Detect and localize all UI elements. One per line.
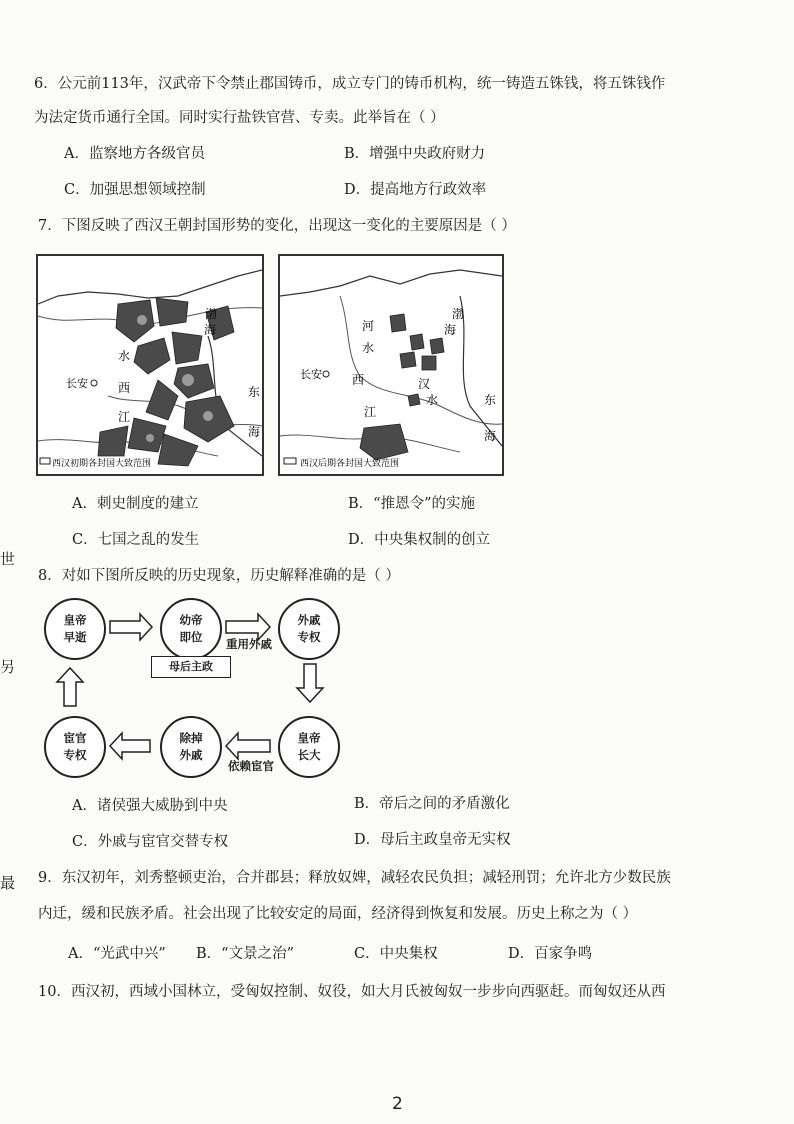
q6-option-b[interactable]: B．增强中央政府财力	[344, 146, 486, 162]
q7-option-d[interactable]: D．中央集权制的创立	[348, 532, 491, 548]
margin-mark: 最	[0, 874, 16, 892]
q6-option-c[interactable]: C．加强思想领域控制	[64, 182, 206, 198]
map-late-label: 长安	[300, 368, 322, 381]
arrow-left	[226, 733, 270, 759]
q9-stem-line2: 内迁，缓和民族矛盾。社会出现了比较安定的局面，经济得到恢复和发展。历史上称之为（ ）	[38, 906, 638, 922]
map-late-legend: 西汉后期各封国大致范围	[300, 459, 400, 469]
map-early-label: 江	[118, 410, 131, 424]
node-emperor-early-death: 皇帝早逝	[44, 598, 106, 660]
margin-mark: 另	[0, 658, 16, 676]
map-late-label: 河	[362, 319, 375, 333]
q6-stem-line1: 6．公元前113年，汉武帝下令禁止郡国铸币，成立专门的铸币机构，统一铸造五铢钱，将五铢钱作	[34, 76, 666, 92]
map-early-label: 长安	[66, 377, 88, 390]
node-remove-consort-clan: 除掉外戚	[160, 716, 222, 778]
q9-option-d[interactable]: D．百家争鸣	[508, 946, 593, 962]
map-late-label: 东	[484, 393, 497, 407]
q9-option-b[interactable]: B．“文景之治”	[196, 946, 294, 962]
arrow-down	[297, 664, 323, 702]
q9-stem-line1: 9．东汉初年，刘秀整顿吏治，合并郡县；释放奴婢，减轻农民负担；减轻刑罚；允许北方少数民族	[38, 870, 671, 886]
node-emperor-grown: 皇帝长大	[278, 716, 340, 778]
q7-option-b[interactable]: B．“推恩令”的实施	[348, 496, 475, 512]
node-consort-clan-power: 外戚专权	[278, 598, 340, 660]
map-early-label: 海	[248, 425, 261, 439]
edge-label: 重用外戚	[226, 637, 272, 651]
arrow-up	[57, 668, 83, 706]
q6-option-d[interactable]: D．提高地方行政效率	[344, 182, 487, 198]
q10-stem-line1: 10．西汉初，西域小国林立，受匈奴控制、奴役，如大月氏被匈奴一步步向西驱赶。而匈奴还从西	[38, 984, 666, 1000]
q9-option-a[interactable]: A．“光武中兴”	[68, 946, 166, 962]
map-early-label: 西	[118, 381, 131, 395]
map-late-label: 江	[364, 405, 377, 419]
map-early-label: 海	[204, 323, 217, 337]
map-late-label: 西	[352, 373, 365, 387]
map-late-label: 水	[362, 341, 375, 355]
q8-option-d[interactable]: D．母后主政皇帝无实权	[354, 832, 511, 848]
map-early-label: 水	[118, 349, 131, 363]
q7-option-a[interactable]: A．刺史制度的建立	[72, 496, 199, 512]
arrow-right	[110, 614, 152, 640]
page-number: 2	[392, 1094, 403, 1114]
q6-stem-line2: 为法定货币通行全国。同时实行盐铁官营、专卖。此举旨在（ ）	[34, 110, 445, 126]
map-late-label: 水	[426, 393, 439, 407]
q9-option-c[interactable]: C．中央集权	[354, 946, 438, 962]
arrow-left	[110, 733, 150, 759]
q7-option-c[interactable]: C．七国之乱的发生	[72, 532, 200, 548]
map-late-label: 海	[484, 429, 497, 443]
q8-option-a[interactable]: A．诸侯强大威胁到中央	[72, 798, 228, 814]
q6-option-a[interactable]: A．监察地方各级官员	[64, 146, 205, 162]
q8-stem: 8．对如下图所反映的历史现象，历史解释准确的是（ ）	[38, 568, 400, 584]
map-late-label: 海	[444, 323, 457, 337]
map-early-label: 东	[248, 385, 261, 399]
q7-stem: 7．下图反映了西汉王朝封国形势的变化，出现这一变化的主要原因是（ ）	[38, 218, 516, 234]
map-early-label: 渤	[205, 307, 218, 321]
margin-mark: 世	[0, 550, 16, 568]
empress-regency-box: 母后主政	[151, 656, 231, 678]
node-eunuch-power: 宦官专权	[44, 716, 106, 778]
map-late-label: 渤	[452, 307, 465, 321]
q8-option-b[interactable]: B．帝后之间的矛盾激化	[354, 796, 510, 812]
q8-option-c[interactable]: C．外戚与宦官交替专权	[72, 834, 229, 850]
map-early-legend: 西汉初期各封国大致范围	[52, 459, 152, 469]
node-child-emperor: 幼帝即位	[160, 598, 222, 660]
edge-label: 依赖宦官	[228, 759, 274, 773]
map-late-label: 汉	[418, 377, 431, 391]
